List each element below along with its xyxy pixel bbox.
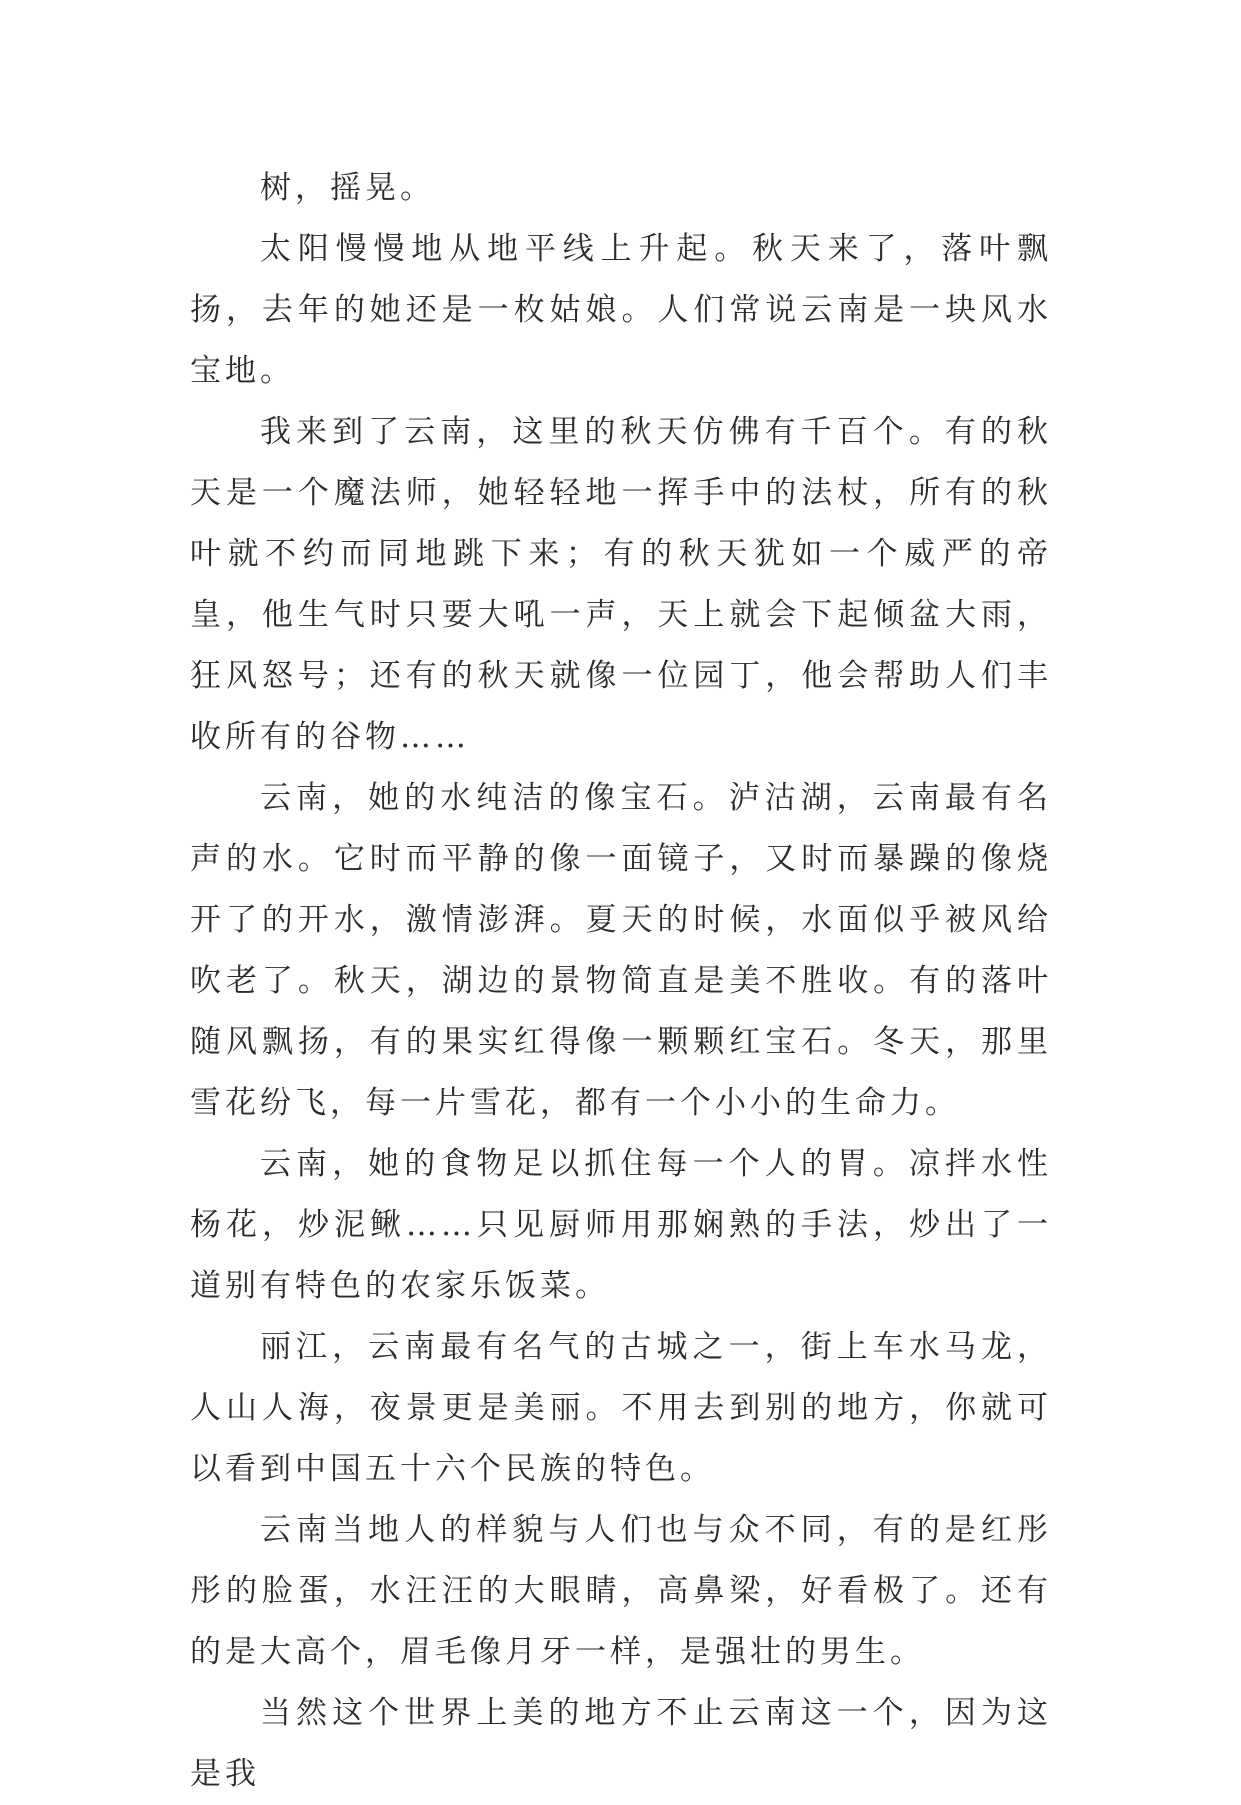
paragraph-7: 云南当地人的样貌与人们也与众不同，有的是红彤彤的脸蛋，水汪汪的大眼睛，高鼻梁，好看极了。还有的是大高个，眉毛像月牙一样，是强壮的男生。	[190, 1512, 1052, 1670]
paragraph-8: 当然这个世界上美的地方不止云南这一个，因为这是我	[190, 1695, 1052, 1792]
paragraph-4: 云南，她的水纯洁的像宝石。泸沽湖，云南最有名声的水。它时而平静的像一面镜子，又时而暴躁的像烧开了的开水，激情澎湃。夏天的时候，水面似乎被风给吹老了。秋天，湖边的景物简直是美不胜收。有的落叶随风飘扬，有的果实红得像一颗颗红宝石。冬天，那里雪花纷飞，每一片雪花，都有一个小小的生命力。	[190, 780, 1052, 1121]
paragraph-1: 树，摇晃。	[260, 170, 435, 206]
paragraph-5: 云南，她的食物足以抓住每一个人的胃。凉拌水性杨花，炒泥鳅……只见厨师用那娴熟的手法，炒出了一道别有特色的农家乐饭菜。	[190, 1146, 1052, 1304]
document-body	[190, 158, 1052, 1805]
paragraph-2: 太阳慢慢地从地平线上升起。秋天来了，落叶飘扬，去年的她还是一枚姑娘。人们常说云南是一块风水宝地。	[190, 231, 1052, 389]
paragraph-6: 丽江，云南最有名气的古城之一，街上车水马龙，人山人海，夜景更是美丽。不用去到别的地方，你就可以看到中国五十六个民族的特色。	[190, 1329, 1052, 1487]
paragraph-3: 我来到了云南，这里的秋天仿佛有千百个。有的秋天是一个魔法师，她轻轻地一挥手中的法杖，所有的秋叶就不约而同地跳下来；有的秋天犹如一个威严的帝皇，他生气时只要大吼一声，天上就会下起倾盆大雨，狂风怒号；还有的秋天就像一位园丁，他会帮助人们丰收所有的谷物……	[190, 414, 1052, 755]
